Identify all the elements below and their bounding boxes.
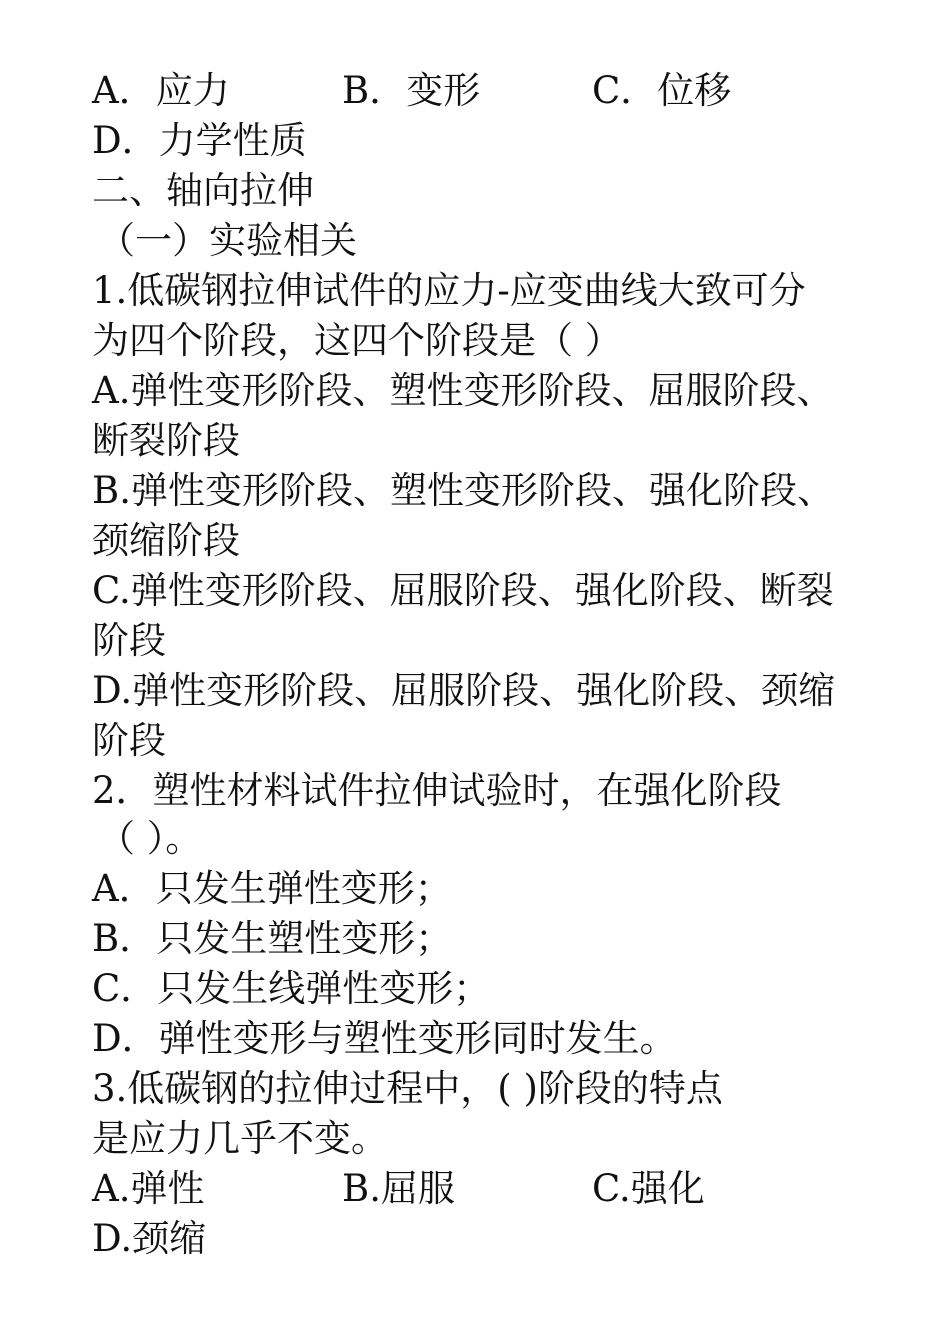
q1-option-b-line2: 颈缩阶段 <box>92 519 240 562</box>
q2-option-c: C．只发生线弹性变形； <box>92 967 491 1010</box>
q1-stem-line1: 1.低碳钢拉伸试件的应力-应变曲线大致可分 <box>92 269 806 312</box>
prev-option-b: B．变形 <box>342 69 481 112</box>
q3-option-c: C.强化 <box>592 1167 705 1210</box>
q2-stem-line2: （ ）。 <box>98 817 203 860</box>
q2-option-d: D．弹性变形与塑性变形同时发生。 <box>92 1017 677 1060</box>
q3-stem-line1: 3.低碳钢的拉伸过程中，( )阶段的特点 <box>92 1067 723 1110</box>
q1-option-c-line2: 阶段 <box>92 619 166 662</box>
prev-option-d: D．力学性质 <box>92 119 307 162</box>
q3-option-d: D.颈缩 <box>92 1217 207 1260</box>
subsection-heading: （一）实验相关 <box>98 219 357 262</box>
q2-stem-line1: 2．塑性材料试件拉伸试验时，在强化阶段 <box>92 769 782 812</box>
q1-option-a-line2: 断裂阶段 <box>92 419 240 462</box>
q1-option-d-line1: D.弹性变形阶段、屈服阶段、强化阶段、颈缩 <box>92 669 836 712</box>
q3-option-a: A.弹性 <box>92 1167 205 1210</box>
q1-option-d-line2: 阶段 <box>92 719 166 762</box>
q2-option-b: B．只发生塑性变形； <box>92 917 453 960</box>
q3-option-b: B.屈服 <box>342 1167 455 1210</box>
prev-option-c: C．位移 <box>592 69 732 112</box>
q1-option-a-line1: A.弹性变形阶段、塑性变形阶段、屈服阶段、 <box>92 369 834 412</box>
q1-stem-line2: 为四个阶段，这四个阶段是（ ） <box>92 319 622 362</box>
q1-option-b-line1: B.弹性变形阶段、塑性变形阶段、强化阶段、 <box>92 469 834 512</box>
prev-option-a: A．应力 <box>92 69 230 112</box>
section-heading: 二、轴向拉伸 <box>92 169 314 212</box>
q2-option-a: A．只发生弹性变形； <box>92 867 452 910</box>
q1-option-c-line1: C.弹性变形阶段、屈服阶段、强化阶段、断裂 <box>92 569 834 612</box>
q3-stem-line2: 是应力几乎不变。 <box>92 1117 388 1160</box>
